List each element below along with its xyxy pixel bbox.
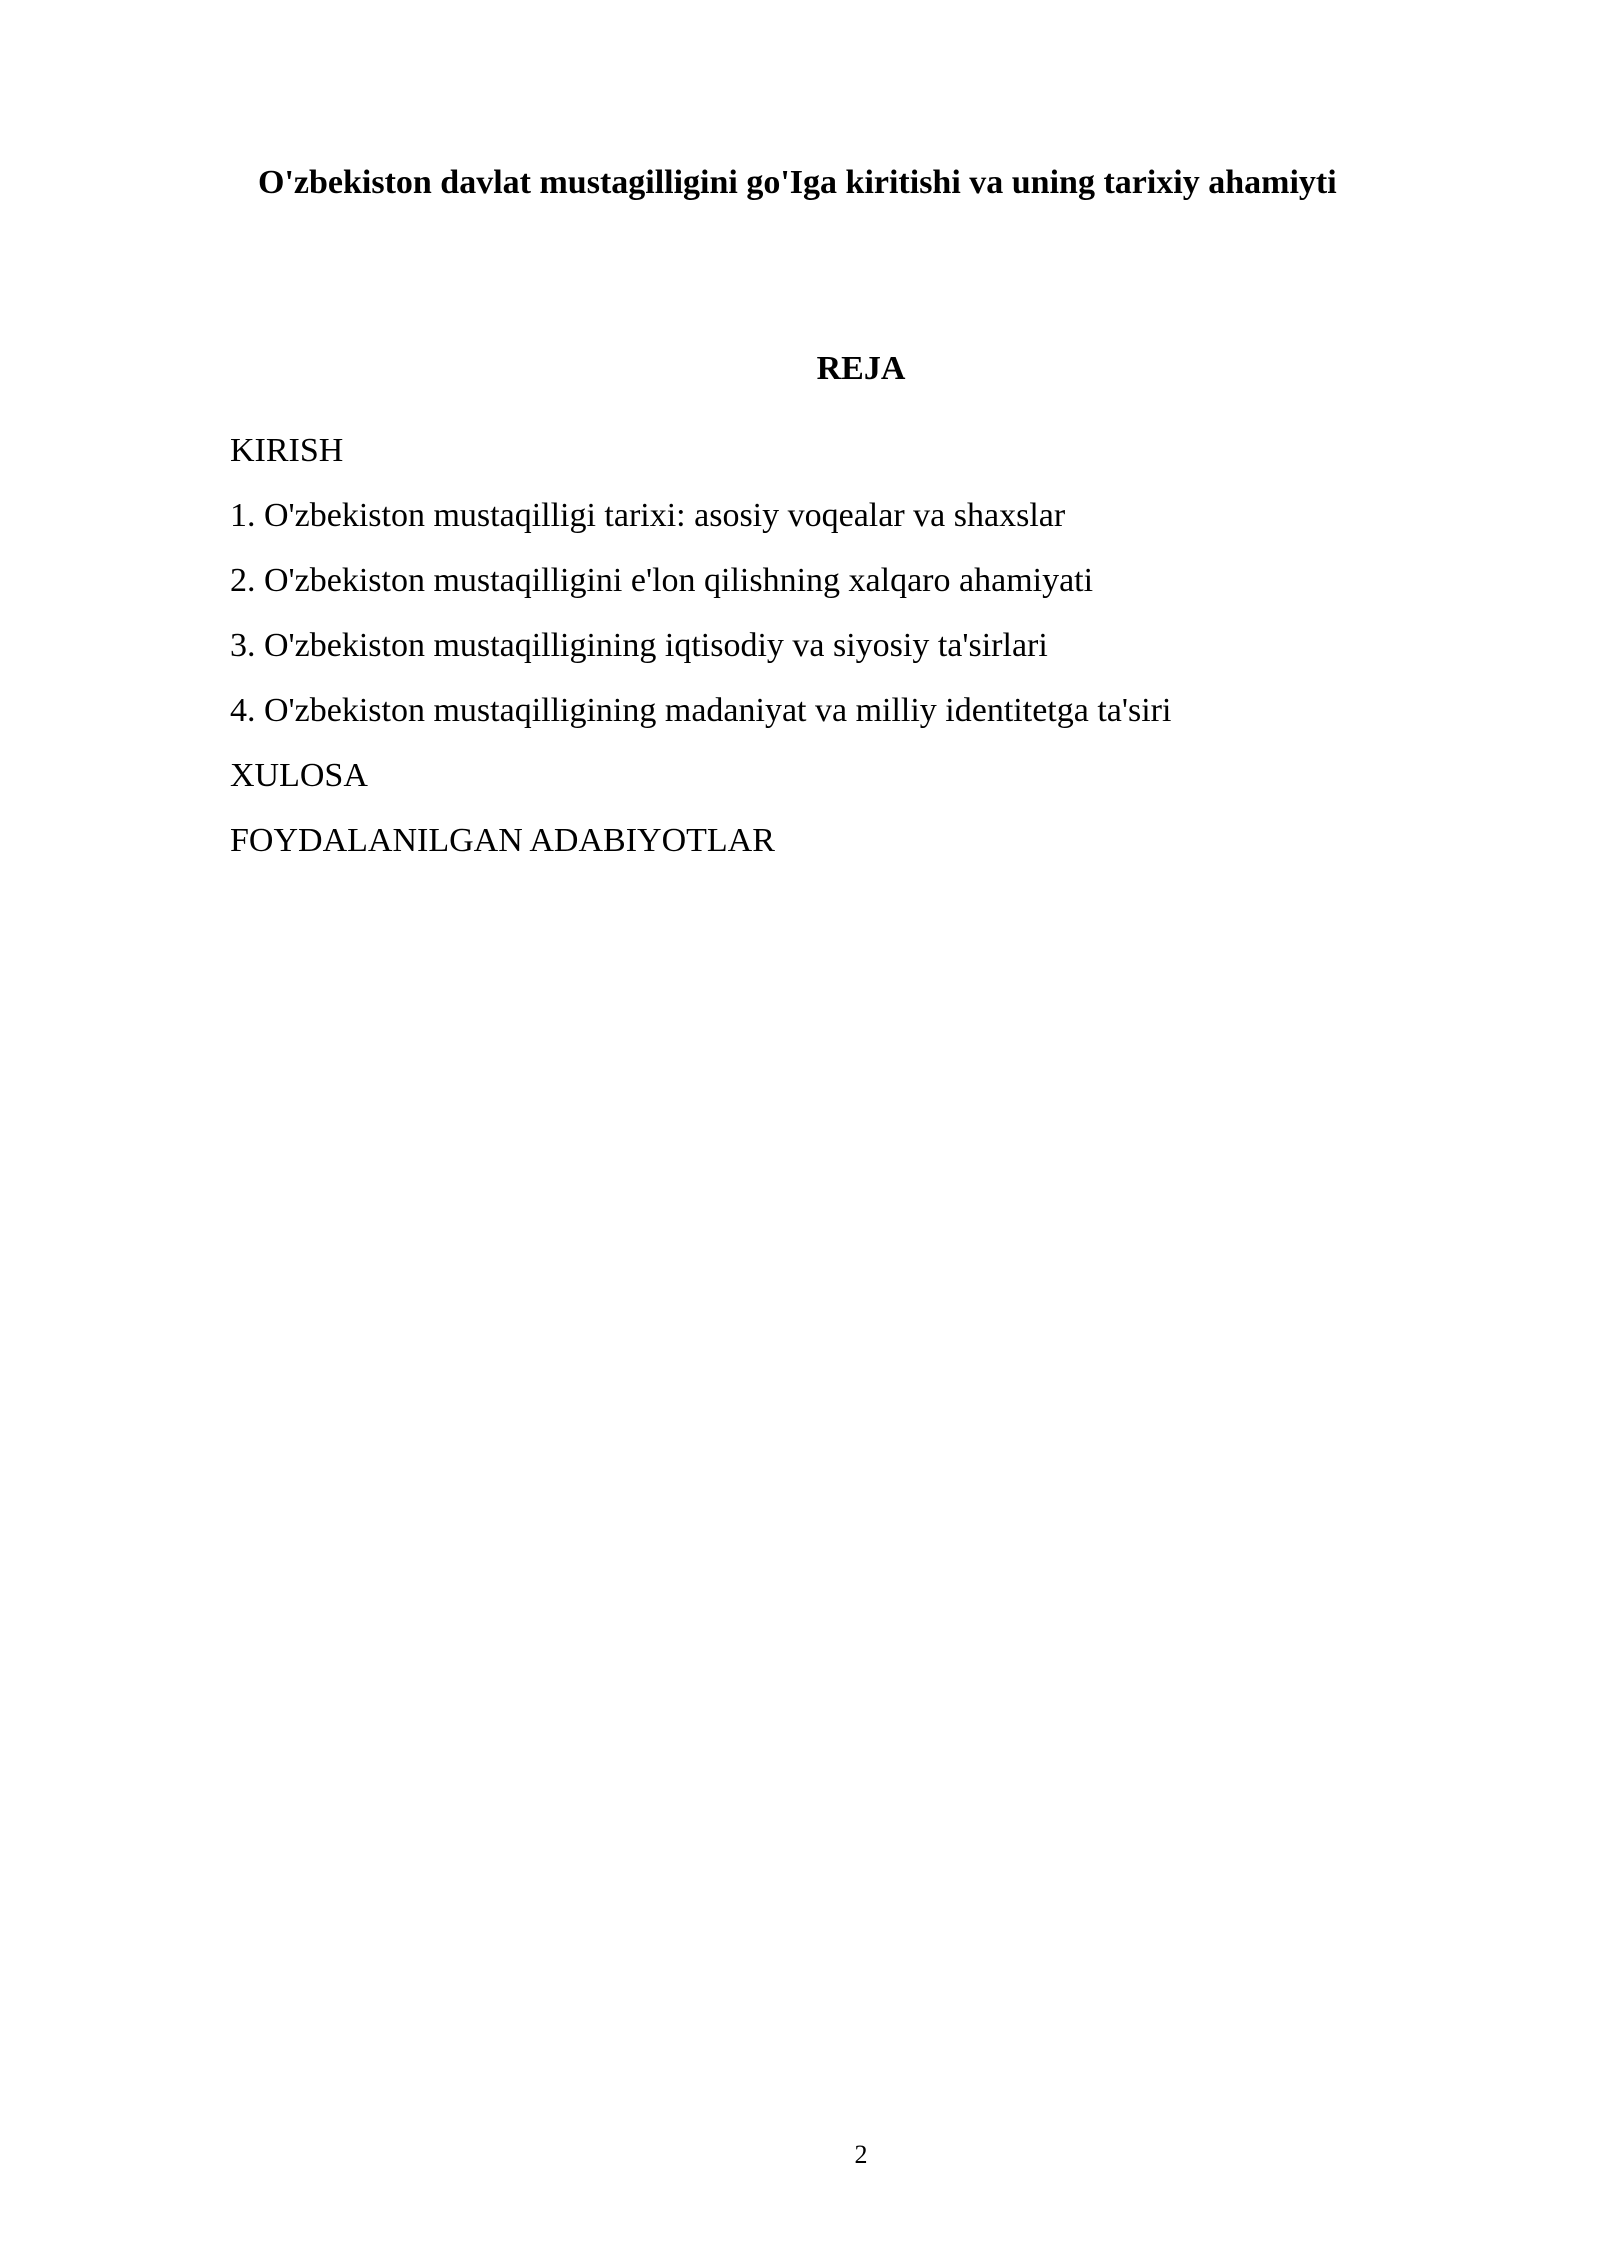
plan-item-conclusion: XULOSA <box>230 757 368 794</box>
plan-item-1: 1. O'zbekiston mustaqilligi tarixi: asosiy voqealar va shaxslar <box>230 497 1066 534</box>
plan-list <box>230 418 1430 873</box>
document-title: O'zbekiston davlat mustagilligini go'Iga kiritishi va uning tarixiy ahamiyti <box>258 164 1337 201</box>
plan-item-3: 3. O'zbekiston mustaqilligining iqtisodiy va siyosiy ta'sirlari <box>230 627 1048 664</box>
plan-item-references: FOYDALANILGAN ADABIYOTLAR <box>230 822 775 859</box>
plan-heading: REJA <box>816 350 906 387</box>
plan-item-4: 4. O'zbekiston mustaqilligining madaniyat va milliy identitetga ta'siri <box>230 692 1172 729</box>
page-number: 2 <box>854 2140 868 2169</box>
plan-item-2: 2. O'zbekiston mustaqilligini e'lon qilishning xalqaro ahamiyati <box>230 562 1094 599</box>
plan-item-introduction: KIRISH <box>230 432 344 469</box>
